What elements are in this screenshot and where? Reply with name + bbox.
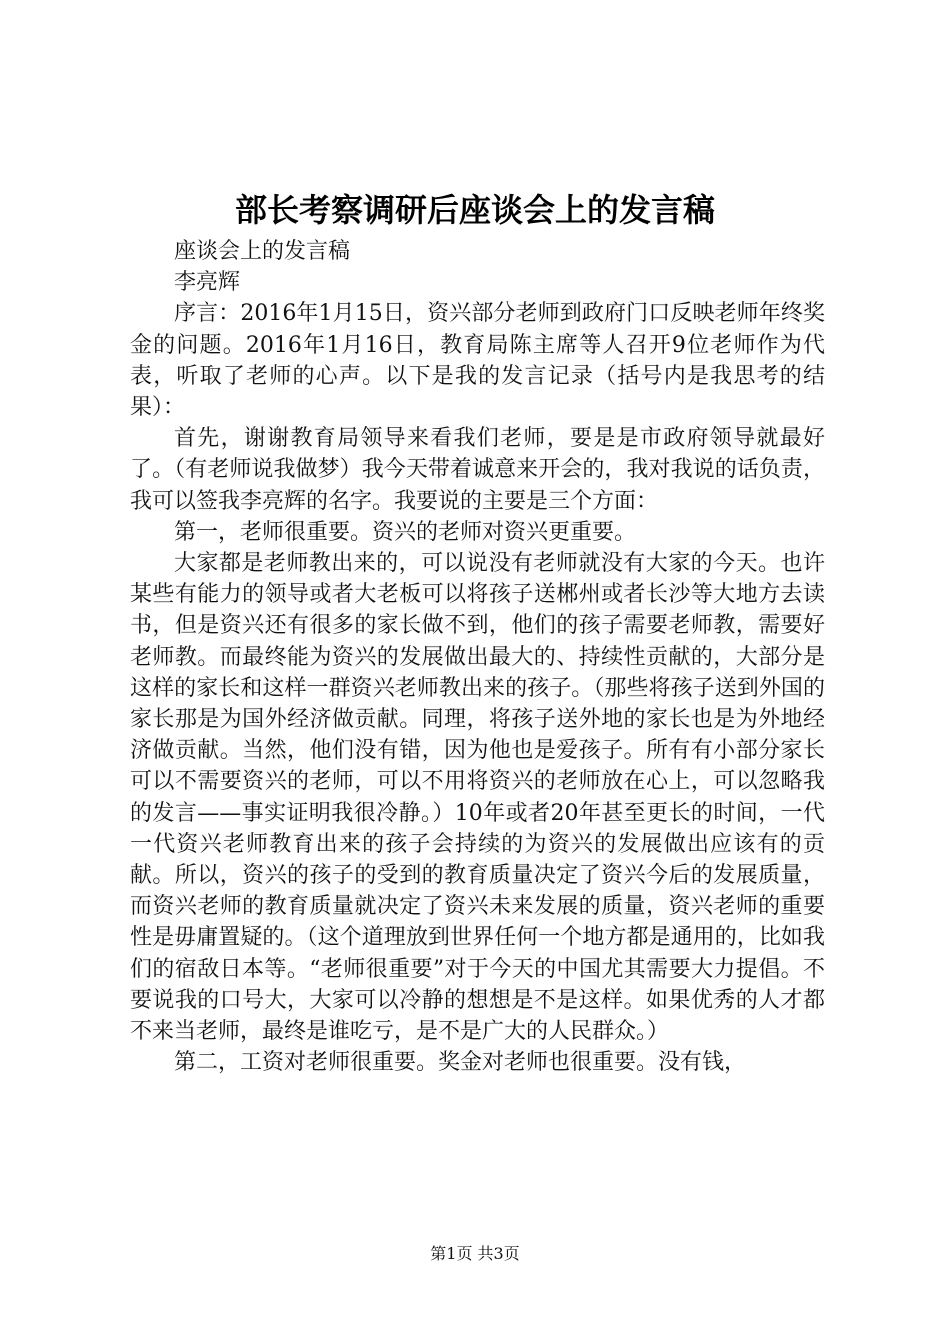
paragraph-opening: 首先，谢谢教育局领导来看我们老师，要是是市政府领导就最好了。（有老师说我做梦）我今天带着诚意来开会的，我对我说的话负责，我可以签我李亮辉的名字。我要说的主要是三个方面： [130,426,825,514]
document-body [130,236,825,1078]
page-footer: 第1页 共3页 [430,1244,520,1263]
paragraph-point-one: 第一，老师很重要。资兴的老师对资兴更重要。 [174,519,637,545]
paragraph-author: 李亮辉 [174,270,241,296]
paragraph-preface: 序言：2016年1月15日，资兴部分老师到政府门口反映老师年终奖金的问题。2016年1月16日，教育局陈主席等人召开9位老师作为代表，听取了老师的心声。以下是我的发言记录（括号内是我思考的结果）： [130,301,825,421]
paragraph-point-two: 第二，工资对老师很重要。奖金对老师也很重要。没有钱， [174,1050,747,1076]
paragraph-point-one-detail: 大家都是老师教出来的，可以说没有老师就没有大家的今天。也许某些有能力的领导或者大老板可以将孩子送郴州或者长沙等大地方去读书，但是资兴还有很多的家长做不到，他们的孩子需要老师教，需要好老师教。而最终能为资兴的发展做出最大的、持续性贡献的，大部分是这样的家长和这样一群资兴老师教出来的孩子。（那些将孩子送到外国的家长那是为国外经济做贡献。同理，将孩子送外地的家长也是为外地经济做贡献。当然，他们没有错，因为他也是爱孩子。所有有小部分家长可以不需要资兴的老师，可以不用将资兴的老师放在心上，可以忽略我的发言——事实证明我很冷静。）10年或者20年甚至更长的时间，一代一代资兴老师教育出来的孩子会持续的为资兴的发展做出应该有的贡献。所以，资兴的孩子的受到的教育质量决定了资兴今后的发展质量，而资兴老师的教育质量就决定了资兴未来发展的质量，资兴老师的重要性是毋庸置疑的。（这个道理放到世界任何一个地方都是通用的，比如我们的宿敌日本等。“老师很重要”对于今天的中国尤其需要大力提倡。不要说我的口号大，大家可以冷静的想想是不是这样。如果优秀的人才都不来当老师，最终是谁吃亏，是不是广大的人民群众。） [130,551,825,1045]
document-title: 部长考察调研后座谈会上的发言稿 [234,191,715,229]
paragraph-subtitle: 座谈会上的发言稿 [174,239,351,264]
